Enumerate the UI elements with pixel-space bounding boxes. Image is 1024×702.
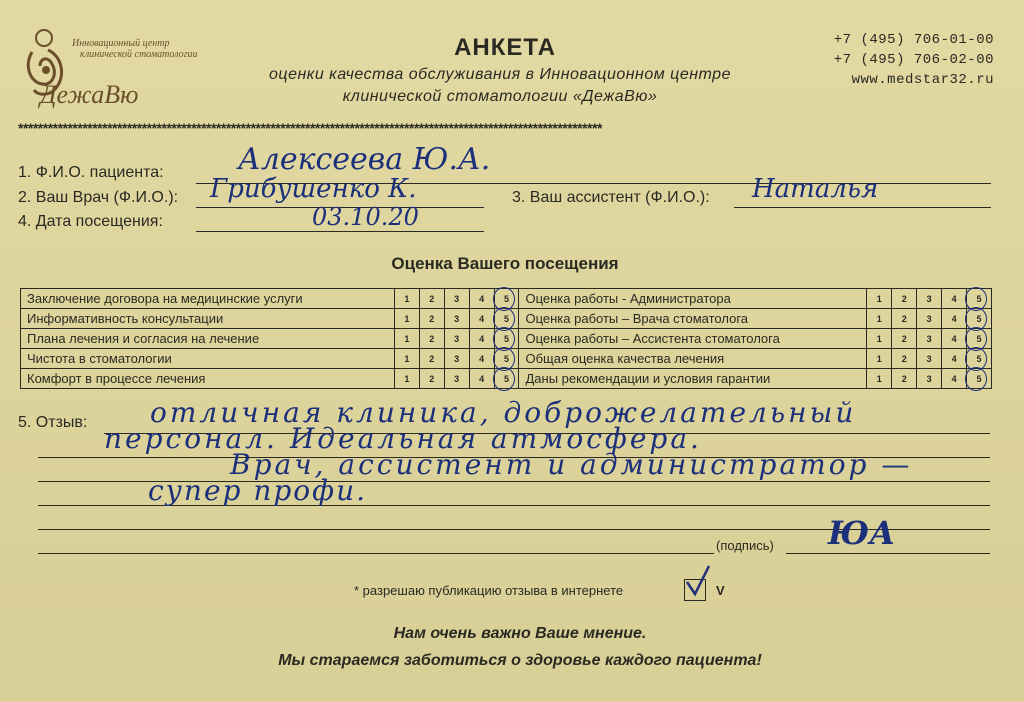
doctor-label: 2. Ваш Врач (Ф.И.О.): xyxy=(18,189,179,206)
score-number: 5 xyxy=(976,293,982,304)
form-subtitle-2: клинической стоматологии «ДежаВю» xyxy=(342,88,658,105)
right-score-5[interactable] xyxy=(967,369,992,389)
right-score-5[interactable] xyxy=(967,289,992,309)
rating-row xyxy=(21,349,992,369)
score-number: 3 xyxy=(454,353,460,364)
left-criterion-label: Чистота в стоматологии xyxy=(21,349,395,369)
left-score-3[interactable] xyxy=(444,289,469,309)
signature-label: (подпись) xyxy=(716,538,774,553)
score-number: 2 xyxy=(429,293,435,304)
score-number: 5 xyxy=(504,373,510,384)
left-score-1[interactable] xyxy=(394,309,419,329)
right-score-4[interactable] xyxy=(942,369,967,389)
left-score-4[interactable] xyxy=(469,349,494,369)
score-number: 5 xyxy=(976,373,982,384)
assistant-line xyxy=(734,206,991,208)
left-score-1[interactable] xyxy=(394,349,419,369)
score-number: 4 xyxy=(951,293,957,304)
left-score-2[interactable] xyxy=(419,349,444,369)
left-score-3[interactable] xyxy=(444,329,469,349)
right-score-4[interactable] xyxy=(942,349,967,369)
score-number: 5 xyxy=(504,333,510,344)
date-value[interactable]: 03.10.20 xyxy=(312,203,419,231)
score-number: 4 xyxy=(479,353,485,364)
score-number: 1 xyxy=(404,293,410,304)
left-criterion-label: Информативность консультации xyxy=(21,309,395,329)
left-criterion-label: Плана лечения и согласия на лечение xyxy=(21,329,395,349)
left-score-4[interactable] xyxy=(469,289,494,309)
score-number: 1 xyxy=(404,373,410,384)
score-number: 3 xyxy=(926,373,932,384)
right-score-1[interactable] xyxy=(867,369,892,389)
right-score-1[interactable] xyxy=(867,309,892,329)
checkmark-icon xyxy=(683,564,717,598)
phone-2: +7 (495) 706-02-00 xyxy=(833,52,994,68)
left-score-3[interactable] xyxy=(444,309,469,329)
score-number: 1 xyxy=(404,333,410,344)
score-number: 2 xyxy=(429,353,435,364)
signature[interactable]: ЮА xyxy=(828,514,896,552)
assistant-value[interactable]: Наталья xyxy=(752,174,879,204)
left-score-1[interactable] xyxy=(394,289,419,309)
rating-row xyxy=(21,289,992,309)
left-score-4[interactable] xyxy=(469,369,494,389)
review-line-6 xyxy=(38,552,714,554)
right-score-5[interactable] xyxy=(967,309,992,329)
doctor-value[interactable]: Грибушенко К. xyxy=(210,174,417,204)
score-number: 2 xyxy=(901,293,907,304)
left-criterion-label: Заключение договора на медицинские услуги xyxy=(21,289,395,309)
star-separator: ********************************************************************************************************************** xyxy=(18,120,602,136)
signature-line xyxy=(786,552,990,554)
right-score-3[interactable] xyxy=(917,349,942,369)
score-number: 4 xyxy=(951,373,957,384)
left-score-5[interactable] xyxy=(494,289,519,309)
right-score-1[interactable] xyxy=(867,289,892,309)
score-number: 3 xyxy=(454,333,460,344)
right-score-4[interactable] xyxy=(942,309,967,329)
left-score-2[interactable] xyxy=(419,329,444,349)
score-number: 2 xyxy=(901,373,907,384)
score-number: 5 xyxy=(976,313,982,324)
score-number: 2 xyxy=(429,333,435,344)
review-text-3[interactable]: Врач, ассистент и администратор — xyxy=(230,448,913,481)
right-score-4[interactable] xyxy=(942,289,967,309)
left-score-5[interactable] xyxy=(494,349,519,369)
right-criterion-label: Оценка работы - Администратора xyxy=(519,289,867,309)
website: www.medstar32.ru xyxy=(851,72,994,88)
score-number: 4 xyxy=(479,293,485,304)
right-score-2[interactable] xyxy=(892,369,917,389)
score-number: 2 xyxy=(901,353,907,364)
score-number: 5 xyxy=(504,293,510,304)
left-score-1[interactable] xyxy=(394,369,419,389)
logo-brand: ДежаВю xyxy=(40,80,139,109)
left-score-2[interactable] xyxy=(419,309,444,329)
review-label: 5. Отзыв: xyxy=(18,414,88,431)
score-number: 4 xyxy=(479,373,485,384)
score-number: 1 xyxy=(404,353,410,364)
right-criterion-label: Оценка работы – Врача стоматолога xyxy=(519,309,867,329)
score-number: 1 xyxy=(876,373,882,384)
left-score-2[interactable] xyxy=(419,289,444,309)
form-subtitle-1: оценки качества обслуживания в Инновационном центре xyxy=(269,66,731,83)
score-number: 4 xyxy=(479,313,485,324)
score-number: 1 xyxy=(404,313,410,324)
score-number: 1 xyxy=(876,353,882,364)
consent-text: * разрешаю публикацию отзыва в интернете xyxy=(354,583,624,598)
selected-score-circle xyxy=(493,367,515,391)
left-score-4[interactable] xyxy=(469,309,494,329)
score-number: 5 xyxy=(504,313,510,324)
score-number: 3 xyxy=(926,333,932,344)
left-score-5[interactable] xyxy=(494,309,519,329)
selected-score-circle xyxy=(965,367,987,391)
rating-row xyxy=(21,329,992,349)
score-number: 3 xyxy=(926,293,932,304)
score-number: 4 xyxy=(951,313,957,324)
score-number: 4 xyxy=(951,333,957,344)
form-title: АНКЕТА xyxy=(454,34,556,61)
patient-label: 1. Ф.И.О. пациента: xyxy=(18,164,164,181)
consent-checkbox[interactable] xyxy=(684,579,706,601)
rating-row xyxy=(21,309,992,329)
left-score-5[interactable] xyxy=(494,329,519,349)
score-number: 1 xyxy=(876,333,882,344)
score-number: 3 xyxy=(454,313,460,324)
right-score-1[interactable] xyxy=(867,349,892,369)
score-number: 4 xyxy=(479,333,485,344)
score-number: 3 xyxy=(454,293,460,304)
rating-table xyxy=(20,288,992,389)
rating-row xyxy=(21,369,992,389)
score-number: 4 xyxy=(951,353,957,364)
score-number: 2 xyxy=(429,313,435,324)
right-criterion-label: Даны рекомендации и условия гарантии xyxy=(519,369,867,389)
left-score-1[interactable] xyxy=(394,329,419,349)
score-number: 5 xyxy=(976,333,982,344)
score-number: 3 xyxy=(926,313,932,324)
right-score-3[interactable] xyxy=(917,369,942,389)
rating-title: Оценка Вашего посещения xyxy=(391,254,619,273)
review-text-1[interactable]: отличная клиника, доброжелательный xyxy=(150,396,857,429)
score-number: 2 xyxy=(429,373,435,384)
right-score-2[interactable] xyxy=(892,309,917,329)
score-number: 2 xyxy=(901,313,907,324)
score-number: 3 xyxy=(454,373,460,384)
patient-value[interactable]: Алексеева Ю.А. xyxy=(238,142,491,177)
date-label: 4. Дата посещения: xyxy=(18,213,163,230)
score-number: 5 xyxy=(504,353,510,364)
right-score-3[interactable] xyxy=(917,329,942,349)
phone-1: +7 (495) 706-01-00 xyxy=(833,32,994,48)
assistant-label: 3. Ваш ассистент (Ф.И.О.): xyxy=(512,189,710,206)
right-score-3[interactable] xyxy=(917,309,942,329)
consent-mark: V xyxy=(716,583,725,598)
right-score-2[interactable] xyxy=(892,349,917,369)
logo-line-2: клинической стоматологии xyxy=(80,49,198,60)
right-score-4[interactable] xyxy=(942,329,967,349)
right-criterion-label: Оценка работы – Ассистента стоматолога xyxy=(519,329,867,349)
review-text-4[interactable]: супер профи. xyxy=(148,474,368,507)
left-score-3[interactable] xyxy=(444,369,469,389)
left-criterion-label: Комфорт в процессе лечения xyxy=(21,369,395,389)
score-number: 3 xyxy=(926,353,932,364)
right-score-5[interactable] xyxy=(967,349,992,369)
left-score-5[interactable] xyxy=(494,369,519,389)
review-text-2[interactable]: персонал. Идеальная атмосфера. xyxy=(104,422,702,455)
right-score-2[interactable] xyxy=(892,329,917,349)
right-score-1[interactable] xyxy=(867,329,892,349)
footer-line-1: Нам очень важно Ваше мнение. xyxy=(393,625,647,642)
left-score-3[interactable] xyxy=(444,349,469,369)
right-score-5[interactable] xyxy=(967,329,992,349)
score-number: 1 xyxy=(876,293,882,304)
left-score-4[interactable] xyxy=(469,329,494,349)
right-score-2[interactable] xyxy=(892,289,917,309)
left-score-2[interactable] xyxy=(419,369,444,389)
score-number: 5 xyxy=(976,353,982,364)
logo-line-1: Инновационный центр xyxy=(72,38,170,49)
right-criterion-label: Общая оценка качества лечения xyxy=(519,349,867,369)
footer-line-2: Мы стараемся заботиться о здоровье каждого пациента! xyxy=(278,652,762,669)
right-score-3[interactable] xyxy=(917,289,942,309)
score-number: 1 xyxy=(876,313,882,324)
score-number: 2 xyxy=(901,333,907,344)
